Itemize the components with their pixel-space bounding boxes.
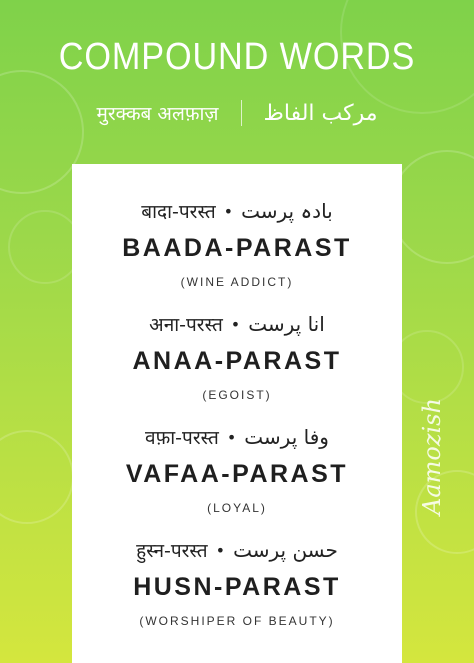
subtitle-row — [0, 100, 474, 126]
entry-script-line — [72, 198, 402, 224]
bullet-separator: • — [215, 540, 226, 560]
entry-urdu: حسن پرست — [233, 538, 338, 562]
word-card — [72, 164, 402, 663]
entry-roman: ANAA-PARAST — [132, 347, 342, 375]
entry-hindi: वफ़ा-परस्त — [145, 427, 219, 449]
entry-meaning: (WORSHIPER OF BEAUTY) — [139, 614, 335, 628]
entry-script-line — [72, 537, 402, 563]
floral-decoration — [8, 210, 82, 284]
entry-roman: BAADA-PARAST — [122, 234, 352, 262]
entry-meaning: (LOYAL) — [207, 501, 267, 515]
subtitle-urdu: مرکب الفاظ — [263, 100, 378, 126]
word-entry — [72, 311, 402, 402]
entry-roman: VAFAA-PARAST — [125, 460, 349, 488]
bullet-separator: • — [223, 201, 234, 221]
subtitle-divider — [241, 100, 242, 126]
entry-hindi: अना-परस्त — [149, 314, 223, 336]
brand-signature: Aamozish — [418, 398, 446, 515]
bullet-separator: • — [226, 427, 237, 447]
word-entry — [72, 198, 402, 289]
bullet-separator: • — [230, 314, 241, 334]
page-title: COMPOUND WORDS — [58, 36, 416, 78]
word-entry — [72, 424, 402, 515]
entry-meaning: (EGOIST) — [202, 388, 272, 402]
entry-script-line — [72, 424, 402, 450]
floral-decoration — [0, 430, 74, 524]
word-entry — [72, 537, 402, 628]
entry-urdu: بادہ پرست — [241, 199, 333, 223]
entry-hindi: हुस्न-परस्त — [136, 540, 208, 562]
entry-roman: HUSN-PARAST — [133, 573, 341, 601]
entry-urdu: وفا پرست — [244, 425, 329, 449]
entry-urdu: انا پرست — [248, 312, 325, 336]
entry-meaning: (WINE ADDICT) — [180, 275, 294, 289]
floral-decoration — [390, 150, 474, 264]
entry-hindi: बादा-परस्त — [141, 201, 216, 223]
subtitle-hindi: मुरक्कब अलफ़ाज़ — [96, 103, 219, 125]
entry-script-line — [72, 311, 402, 337]
